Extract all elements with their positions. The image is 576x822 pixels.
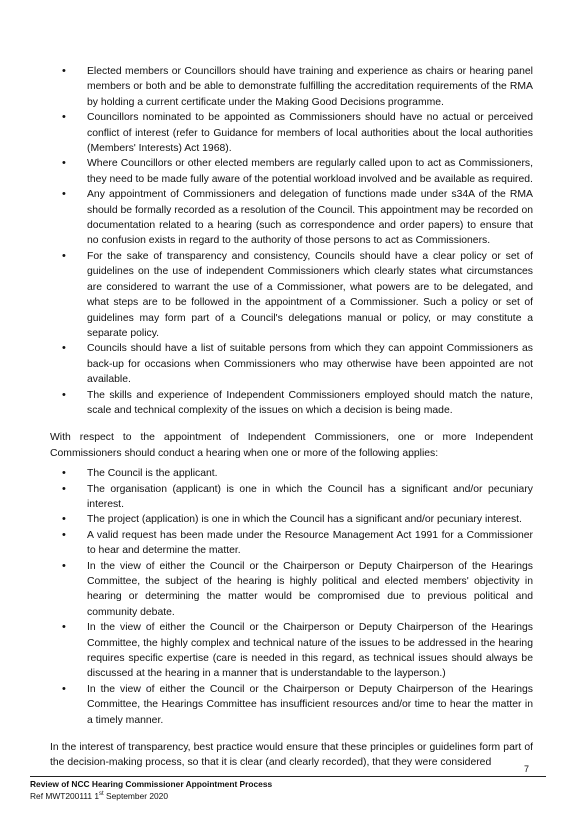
list-item-text: A valid request has been made under the Resource Management Act 1991 for a Commissioner to hear and determine the matter. — [87, 529, 533, 557]
footer-reference — [30, 791, 168, 801]
list-item-text: For the sake of transparency and consistency, Councils should have a clear policy or set of guidelines on the use of independent Commissioners which clearly states what circumstances are considered to warrant the use of a Commissioner, what powers are to be delegated, and what steps are to be followed in the appointment of a Commissioner. Such a policy or set of guidelines may form part of a Council's delegations manual or policy, or may constitute a separate policy. — [87, 250, 533, 339]
list-item — [50, 249, 533, 341]
page-body — [50, 64, 533, 771]
bullet-icon: • — [62, 111, 66, 124]
list-item-text: The project (application) is one in which the Council has a significant and/or pecuniary interest. — [87, 514, 522, 526]
bullet-icon: • — [62, 249, 66, 262]
bullet-icon: • — [62, 467, 66, 480]
list-item — [50, 620, 533, 682]
list-item — [50, 156, 533, 187]
list-item — [50, 388, 533, 419]
list-item — [50, 466, 533, 481]
list-item — [50, 64, 533, 110]
bullet-icon: • — [62, 342, 66, 355]
list-item-text: The Council is the applicant. — [87, 468, 218, 480]
bullet-icon: • — [62, 157, 66, 170]
bullet-icon: • — [62, 682, 66, 695]
page-number: 7 — [524, 764, 530, 774]
principles-list — [50, 64, 533, 418]
list-item — [50, 512, 533, 527]
footer-divider — [30, 776, 546, 777]
bullet-icon: • — [62, 65, 66, 77]
closing-paragraph: In the interest of transparency, best practice would ensure that these principles or guidelines form part of the decision-making process, so that it is clear (and clearly recorded), that they were considered — [50, 742, 533, 769]
list-item — [50, 482, 533, 513]
list-item — [50, 528, 533, 559]
bullet-icon: • — [62, 188, 66, 201]
bullet-icon: • — [62, 559, 66, 572]
list-item-text: Councils should have a list of suitable persons from which they can appoint Commissioners as back-up for occasions when Commissioners who may otherwise have been appointed are not available. — [87, 343, 533, 386]
list-item-text: The organisation (applicant) is one in which the Council has a significant and/or pecuniary interest. — [87, 483, 533, 510]
bullet-icon: • — [62, 528, 66, 541]
footer-title: Review of NCC Hearing Commissioner Appointment Process — [30, 779, 273, 789]
list-item-text: In the view of either the Council or the Chairperson or Deputy Chairperson of the Hearings Committee, the highly complex and technical nature of the issues to be addressed in the hearing requires specific expertise (care is needed in this regard, as technical issues should always be discussed at the hearing in a manner that is understandable to the layperson.) — [87, 622, 533, 680]
list-item-text: In the view of either the Council or the Chairperson or Deputy Chairperson of the Hearings Committee, the subject of the hearing is highly political and elected members' objectivity in hearing or determining the matter would be compromised due to previous political and community debate. — [87, 560, 533, 618]
bullet-icon: • — [62, 513, 66, 526]
appointment-intro-paragraph: With respect to the appointment of Independent Commissioners, one or more Independent Commissioners should conduct a hearing when one or more of the following applies: — [50, 432, 533, 459]
list-item-text: Where Councillors or other elected members are regularly called upon to act as Commissioners, they need to be made fully aware of the potential workload involved and be available as required. — [87, 158, 533, 185]
footer-ref-prefix: Ref MWT200111 1 — [30, 791, 100, 801]
conditions-list — [50, 466, 533, 728]
footer-ref-date: September 2020 — [103, 791, 168, 801]
list-item — [50, 187, 533, 249]
footer-ref-ordinal: st — [99, 791, 104, 798]
bullet-icon: • — [62, 482, 66, 495]
list-item-text: In the view of either the Council or the Chairperson or Deputy Chairperson of the Hearings Committee, the Hearings Committee has insufficient resources and/or time to hear the matter in a timely manner. — [87, 683, 533, 726]
bullet-icon: • — [62, 388, 66, 401]
list-item — [50, 682, 533, 728]
list-item — [50, 559, 533, 621]
list-item-text: The skills and experience of Independent Commissioners employed should match the nature, scale and technical complexity of the issues on which a decision is being made. — [87, 389, 533, 416]
list-item — [50, 110, 533, 156]
bullet-icon: • — [62, 621, 66, 634]
list-item — [50, 341, 533, 387]
list-item-text: Elected members or Councillors should have training and experience as chairs or hearing panel members or both and be able to demonstrate fulfilling the accreditation requirements of the RMA by holding a current certificate under the Making Good Decisions programme. — [87, 66, 533, 108]
list-item-text: Councillors nominated to be appointed as Commissioners should have no actual or perceived conflict of interest (refer to Guidance for members of local authorities about the local authorities (Members' Interests) Act 1968). — [87, 112, 533, 155]
list-item-text: Any appointment of Commissioners and delegation of functions made under s34A of the RMA should be formally recorded as a resolution of the Council. This appointment may be recorded on documentation related to a hearing (such as correspondence and order papers) to ensure that no confusion exists in regard to the authority of those persons to act as Commissioners. — [87, 189, 533, 247]
